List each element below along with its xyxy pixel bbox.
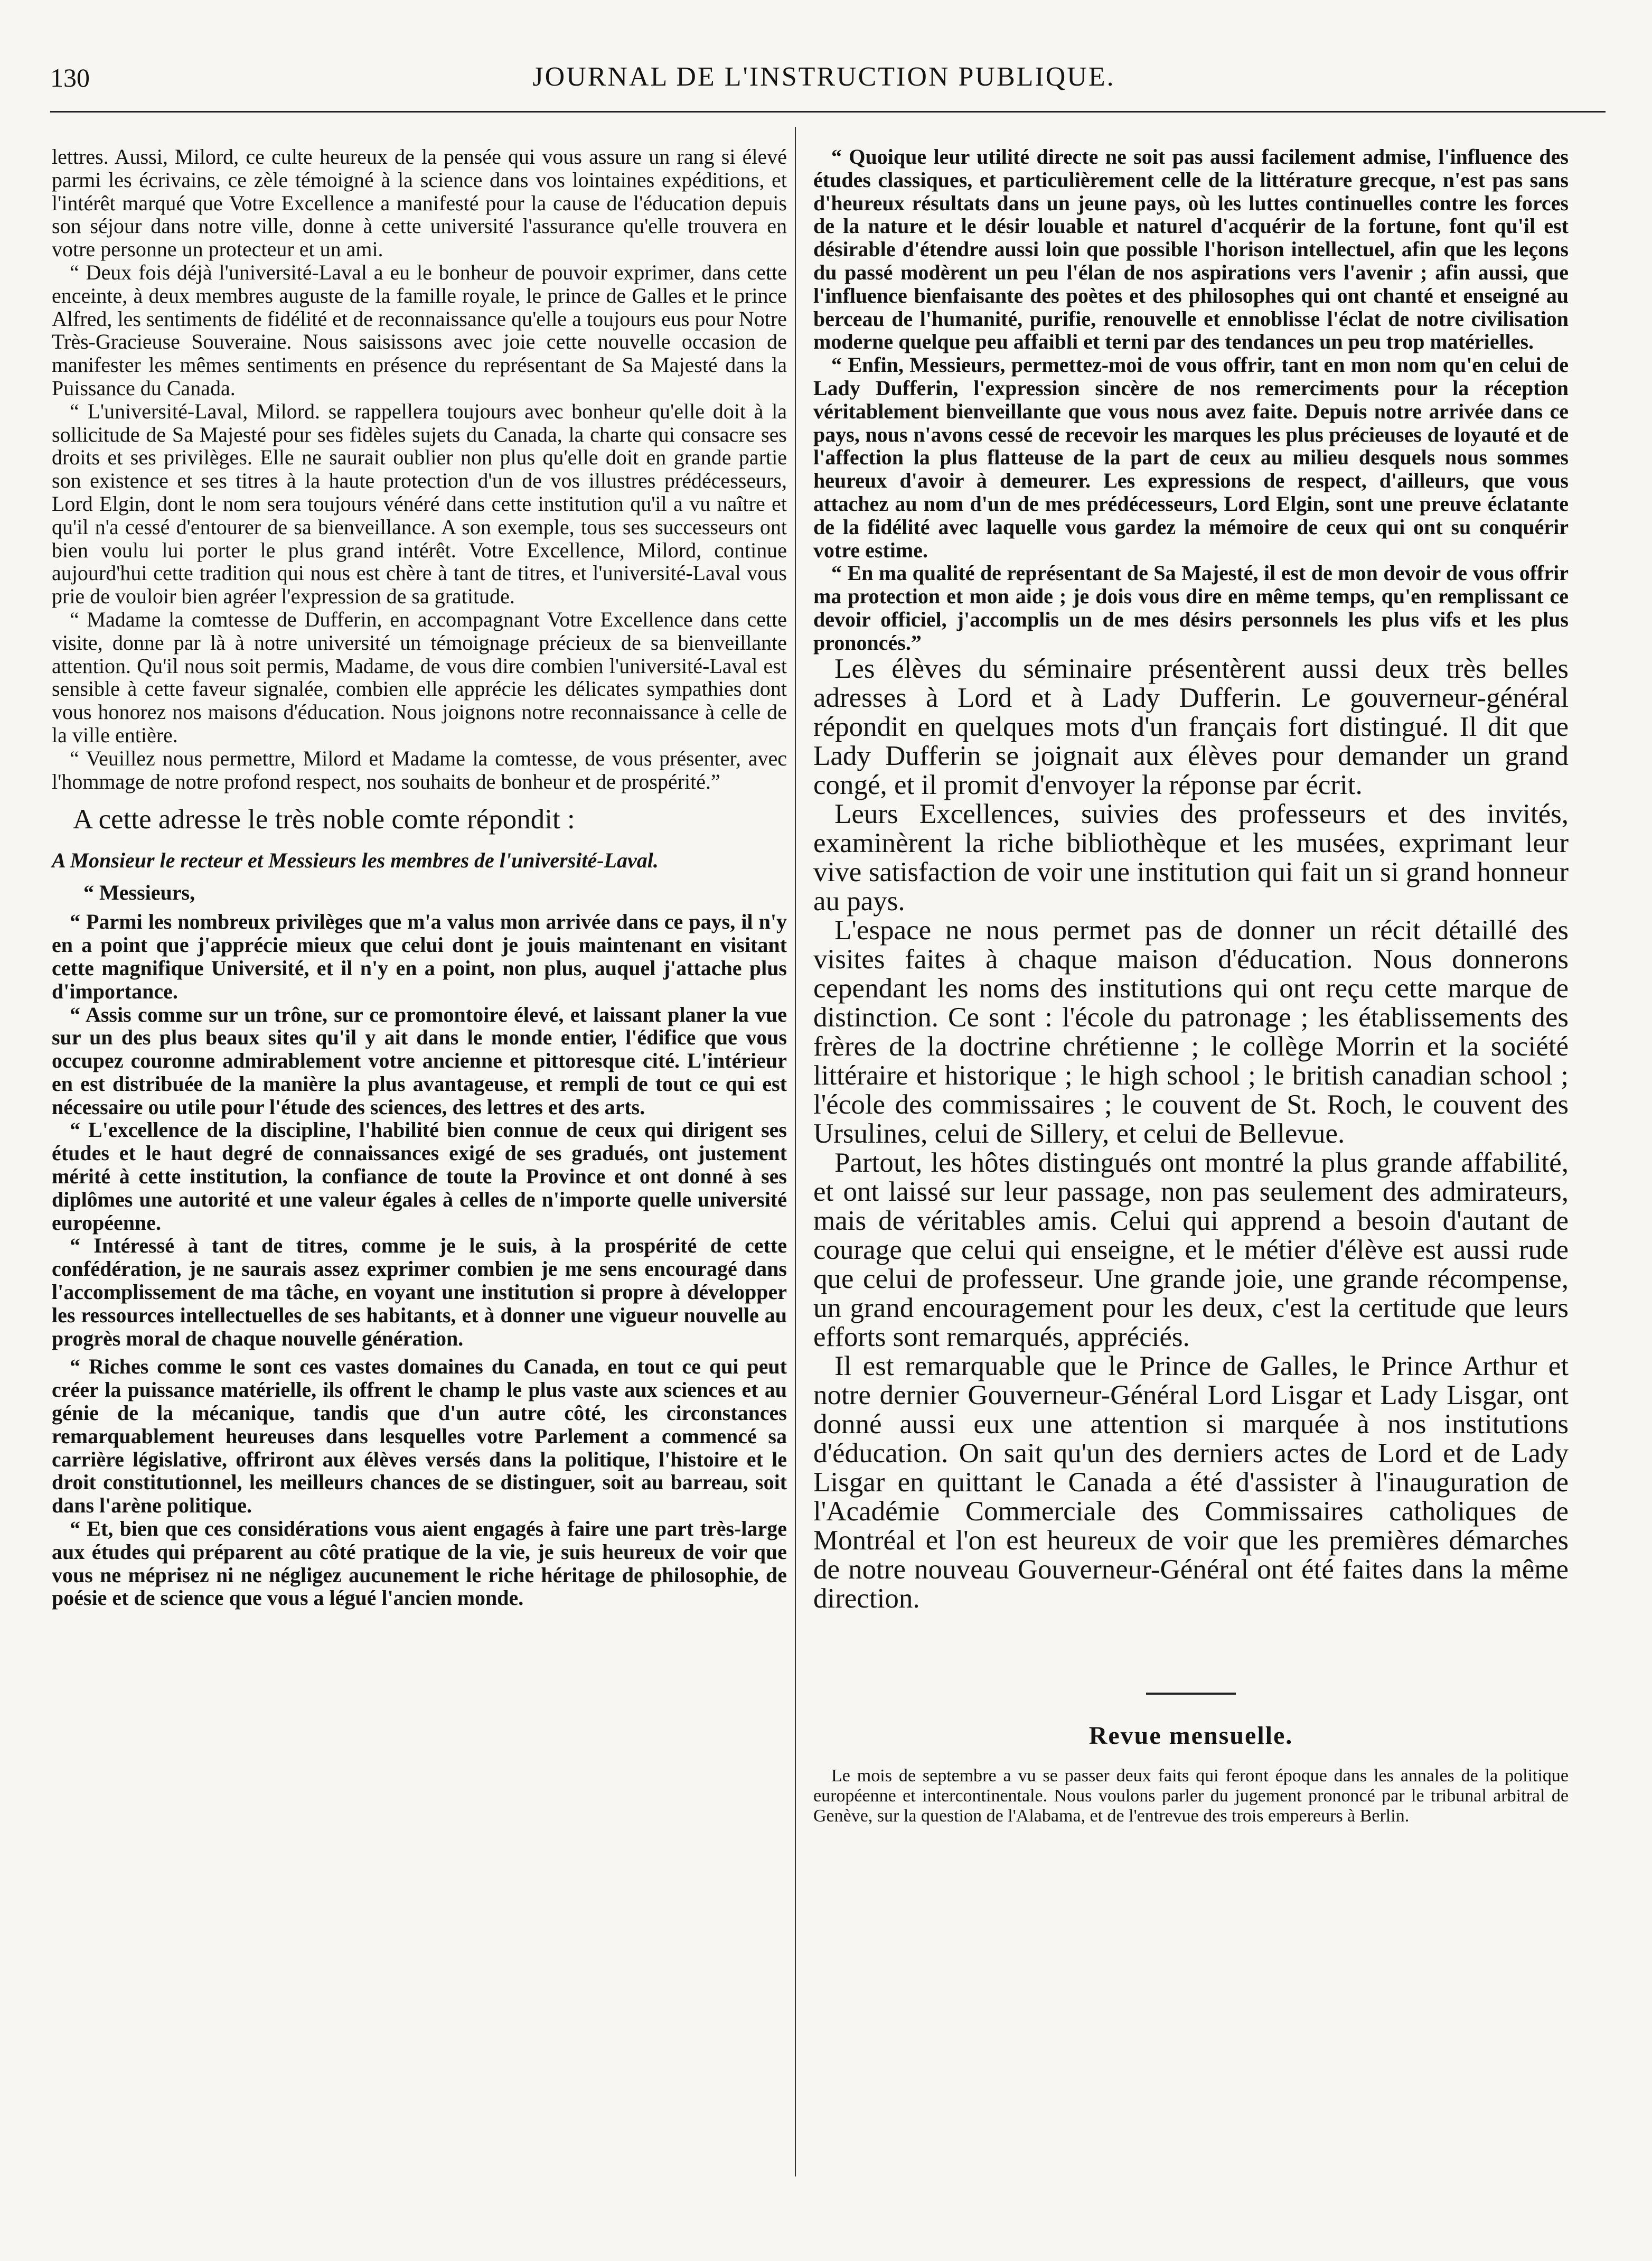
paragraph: “ Madame la comtesse de Dufferin, en accompagnant Votre Excellence dans cette visite, donne par là à notre université un témoignage précieux de sa bienveillante attention. Qu'il nous soit permis, Madame, de vous dire combien l'université-Laval est sensible à cette faveur signalée, combien elle apprécie les délicates sympathies dont vous honorez nos maisons d'éducation. Nous joignons notre reconnaissance à celle de la ville entière. <box>52 607 787 747</box>
left-column <box>52 145 787 1610</box>
section-separator <box>1146 1693 1236 1695</box>
column-divider <box>795 127 796 2176</box>
running-title: JOURNAL DE L'INSTRUCTION PUBLIQUE. <box>532 62 1115 92</box>
paragraph: “ Quoique leur utilité directe ne soit pas aussi facilement admise, l'influence des études classiques, et particulièrement celle de la littérature grecque, n'est pas sans d'heureux résultats dans un jeune pays, où les luttes continuelles contre les forces de la nature et le désir louable et naturel d'acquérir de la fortune, font qu'il est désirable d'étendre aussi loin que possible l'horison intellectuel, afin que les leçons du passé modèrent un peu l'élan de nos aspirations vers l'avenir ; afin aussi, que l'influence bienfaisante des poètes et des philosophes qui ont chanté et enseigné au berceau de l'humanité, purifie, renouvelle et ennoblisse l'éclat de notre civilisation moderne quelque peu affaibli et terni par des tendances un peu trop matérielles. <box>813 145 1569 354</box>
paragraph: “ Enfin, Messieurs, permettez-moi de vous offrir, tant en mon nom qu'en celui de Lady Dufferin, l'expression sincère de nos remerciments pour la réception véritablement bienveillante que vous nous avez faite. Depuis notre arrivée dans ce pays, nous n'avons cessé de recevoir les marques les plus précieuses de loyauté et de l'affection la plus flatteuse de la part de ceux au milieu desquels nous sommes heureux d'avoir à demeurer. Les expressions de respect, d'ailleurs, que vous attachez au nom d'un de mes prédécesseurs, Lord Elgin, sont une preuve éclatante de la fidélité avec laquelle vous gardez la mémoire de ceux qui ont su conquérir votre estime. <box>813 353 1569 562</box>
page-number: 130 <box>50 63 90 92</box>
paragraph: Le mois de septembre a vu se passer deux faits qui feront époque dans les annales de la politique européenne et intercontinentale. Nous voulons parler du jugement prononcé par le tribunal arbitral de Genève, sur la question de l'Alabama, et de l'entrevue des trois empereurs à Berlin. <box>813 1765 1569 1826</box>
paragraph: Leurs Excellences, suivies des professeurs et des invités, examinèrent la riche bibliothèque et les musées, exprimant leur vive satisfaction de voir une institution qui fait un si grand honneur au pays. <box>813 798 1569 917</box>
header-rule <box>50 111 1606 113</box>
paragraph: “ Intéressé à tant de titres, comme je le suis, à la prospérité de cette confédération, je ne saurais assez exprimer combien je me sens encouragé dans l'accomplissement de ma tâche, en voyant une institution si propre à développer les ressources intellectuelles de ses habitants, et à donner une vigueur nouvelle au progrès moral de chaque nouvelle génération. <box>52 1234 787 1350</box>
paragraph: Les élèves du séminaire présentèrent aussi deux très belles adresses à Lord et à Lady Dufferin. Le gouverneur-général répondit en quelques mots d'un français fort distingué. Il dit que Lady Dufferin se joignait aux élèves pour demander un grand congé, et il promit d'envoyer la réponse par écrit. <box>813 653 1569 800</box>
paragraph: “ Assis comme sur un trône, sur ce promontoire élevé, et laissant planer la vue sur un des plus beaux sites qu'il y ait dans le monde entier, l'édifice que vous occupez couronne admirablement votre ancienne et pittoresque cité. L'intérieur en est distribuée de la manière la plus avantageuse, et rempli de tout ce qui est nécessaire ou utile pour l'étude des sciences, des lettres et des arts. <box>52 1002 787 1119</box>
paragraph: “ Parmi les nombreux privilèges que m'a valus mon arrivée dans ce pays, il n'y en a point que j'apprécie mieux que celui dont je jouis maintenant en visitant cette magnifique Université, et il n'y en a point, non plus, auquel j'attache plus d'importance. <box>52 910 787 1003</box>
paragraph: “ Veuillez nous permettre, Milord et Madame la comtesse, de vous présenter, avec l'hommage de notre profond respect, nos souhaits de bonheur et de prospérité.” <box>52 746 787 793</box>
paragraph: “ En ma qualité de représentant de Sa Majesté, il est de mon devoir de vous offrir ma protection et mon aide ; je dois vous dire en même temps, qu'en remplissant ce devoir officiel, j'accomplis un de mes désirs personnels les plus vifs et les plus prononcés.” <box>813 561 1569 655</box>
paragraph: “ Et, bien que ces considérations vous aient engagés à faire une part très-large aux études qui préparent au côté pratique de la vie, je suis heureux de voir que vous ne méprisez ni ne négligez aucunement le riche héritage de philosophie, de poésie et de science que vous a légué l'ancien monde. <box>52 1517 787 1610</box>
paragraph: Partout, les hôtes distingués ont montré la plus grande affabilité, et ont laissé sur leur passage, non pas seulement des admirateurs, mais de véritables amis. Celui qui apprend a besoin d'autant de courage que celui qui enseigne, et le métier d'élève est aussi rude que celui de professeur. Une grande joie, une grande récompense, un grand encouragement pour les deux, c'est la certitude que leurs efforts sont remarqués, appréciés. <box>813 1147 1569 1352</box>
paragraph: “ L'université-Laval, Milord. se rappellera toujours avec bonheur qu'elle doit à la sollicitude de Sa Majesté pour ses fidèles sujets du Canada, la charte qui consacre ses droits et ses privilèges. Elle ne saurait oublier non plus qu'elle doit en grande partie son existence et ses titres à la haute protection d'un de vos illustres prédécesseurs, Lord Elgin, dont le nom sera toujours vénéré dans cette institution qu'il a vu naître et qu'il n'a cessé d'entourer de sa bienveillance. A son exemple, tous ses successeurs ont bien voulu lui porter le plus grand intérêt. Votre Excellence, Milord, continue aujourd'hui cette tradition qui nous est chère à tant de titres, et l'université-Laval vous prie de vouloir bien agréer l'expression de sa gratitude. <box>52 399 787 609</box>
section-title: Revue mensuelle. <box>1088 1721 1293 1750</box>
right-column <box>813 145 1569 1826</box>
paragraph: L'espace ne nous permet pas de donner un récit détaillé des visites faites à chaque maison d'éducation. Nous donnerons cependant les noms des institutions qui ont reçu cette marque de distinction. Ce sont : l'école du patronage ; les établissements des frères de la doctrine chrétienne ; le collège Morrin et la société littéraire et historique ; le high school ; le british canadian school ; l'école des commissaires ; le couvent de St. Roch, le couvent des Ursulines, celui de Sillery, et celui de Bellevue. <box>813 914 1569 1149</box>
paragraph: “ Deux fois déjà l'université-Laval a eu le bonheur de pouvoir exprimer, dans cette enceinte, à deux membres auguste de la famille royale, le prince de Galles et le prince Alfred, les sentiments de fidélité et de reconnaissance qu'elle a toujours eus pour Notre Très-Gracieuse Souveraine. Nous saisissons avec joie cette nouvelle occasion de manifester les mêmes sentiments en présence du représentant de Sa Majesté dans la Puissance du Canada. <box>52 260 787 400</box>
paragraph: “ Riches comme le sont ces vastes domaines du Canada, en tout ce qui peut créer la puissance matérielle, ils offrent le champ le plus vaste aux sciences et au génie de la mécanique, tandis que d'un autre côté, les circonstances remarquablement heureuses dans lesquelles votre Parlement a commencé sa carrière législative, offriront aux élèves versés dans la politique, l'histoire et le droit constitutionnel, les meilleurs chances de se distinguer, soit au barreau, soit dans l'arène politique. <box>52 1354 787 1518</box>
reply-intro: A cette adresse le très noble comte répondit : <box>73 804 575 835</box>
paragraph: Il est remarquable que le Prince de Galles, le Prince Arthur et notre dernier Gouverneur-Général Lord Lisgar et Lady Lisgar, ont donné aussi eux une attention si marquée à nos institutions d'éducation. On sait qu'un des derniers actes de Lord et de Lady Lisgar en quittant le Canada a été d'assister à l'inauguration de l'Académie Commerciale des Commissaires catholiques de Montréal et l'on est heureux de voir que les premières démarches de notre nouveau Gouverneur-Général ont été faites dans la même direction. <box>813 1350 1569 1614</box>
paragraph: lettres. Aussi, Milord, ce culte heureux de la pensée qui vous assure un rang si élevé parmi les écrivains, ce zèle témoigné à la science dans vos lointaines expéditions, et l'intérêt marqué que Votre Excellence a manifesté pour la cause de l'éducation depuis son séjour dans notre ville, donne à cette université l'assurance qu'elle trouvera en votre personne un protecteur et un ami. <box>52 145 787 261</box>
salutation: “ Messieurs, <box>83 881 195 905</box>
page-header <box>50 58 1598 106</box>
paragraph: “ L'excellence de la discipline, l'habilité bien connue de ceux qui dirigent ses études et le haut degré de connaissances exigé de ses gradués, ont justement mérité à cette institution, la confiance de toute la Province et ont donné à ses diplômes une autorité et une valeur égales à celles de n'importe quelle université européenne. <box>52 1118 787 1235</box>
letter-heading: A Monsieur le recteur et Messieurs les membres de l'université-Laval. <box>52 848 659 873</box>
